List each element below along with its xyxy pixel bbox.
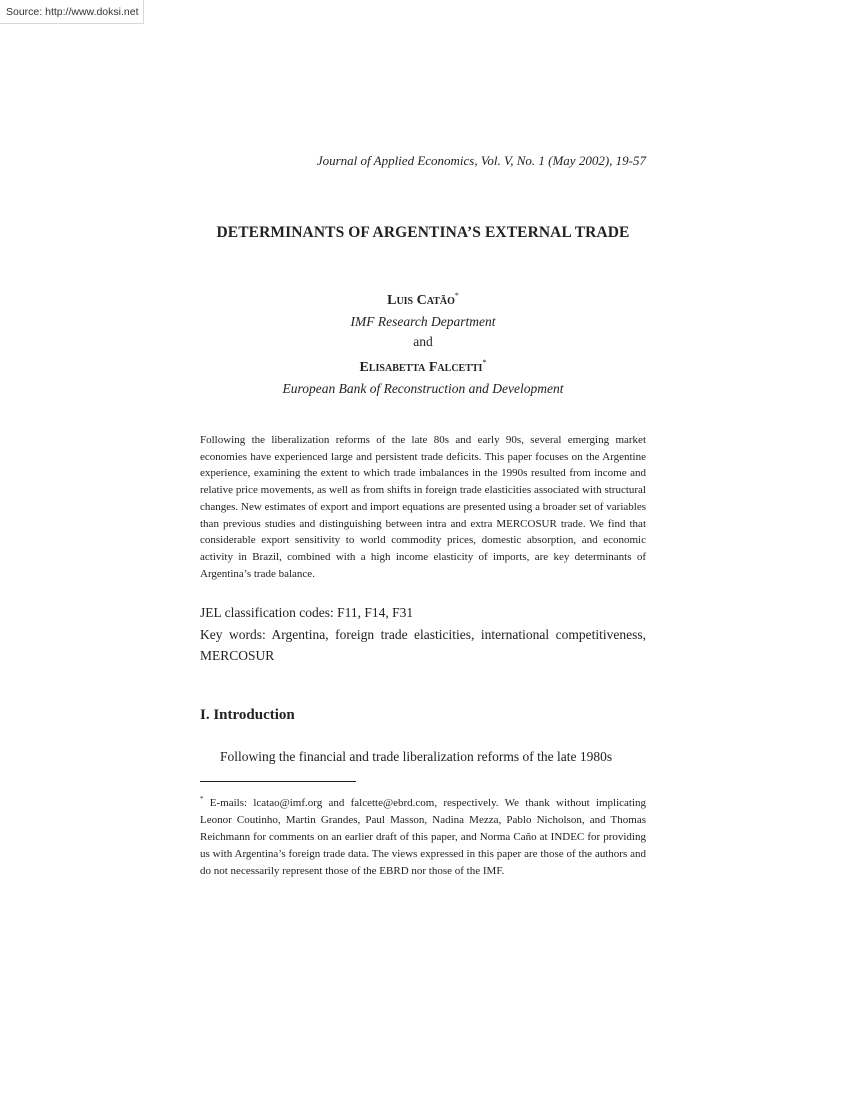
author-1: [200, 286, 646, 312]
author-affiliation: European Bank of Reconstruction and Development: [282, 380, 564, 396]
source-label: Source: http://www.doksi.net: [0, 0, 144, 24]
author-name: Luis Catão*: [387, 291, 459, 308]
author-affiliation: IMF Research Department: [350, 313, 496, 329]
journal-citation: Journal of Applied Economics, Vol. V, No. 1 (May 2002), 19-57: [316, 153, 646, 168]
author-name: Elisabetta Falcetti*: [359, 358, 487, 376]
footnote-mark: *: [454, 291, 459, 300]
author-connector: and: [413, 334, 433, 350]
author-block: [200, 286, 646, 400]
footnote-text: E-mails: lcatao@imf.org and falcette@ebrd.com, respectively. We thank without implicating Leonor Coutinho, Martin Grandes, Paul Masson, Nadina Mezza, Pablo Nicholson, and Thomas Reichmann for comments on an earlier draft of this paper, and Norma Caño at INDEC for providing us with Argentina’s foreign trade data. The views expressed in this paper are those of the authors and do not necessarily represent those of the EBRD nor those of the IMF.: [200, 797, 646, 877]
keywords: Key words: Argentina, foreign trade elasticities, international competitiveness, MERCOSUR: [200, 626, 646, 663]
body-paragraph: Following the financial and trade liberalization reforms of the late 1980s: [220, 749, 613, 764]
jel-codes: JEL classification codes: F11, F14, F31: [200, 605, 414, 620]
paper-title: DETERMINANTS OF ARGENTINA’S EXTERNAL TRADE: [216, 224, 630, 241]
footnote-divider: [200, 781, 356, 782]
classification-block: [200, 602, 646, 667]
section-heading: I. Introduction: [200, 707, 295, 723]
author-2: [200, 353, 646, 379]
abstract: Following the liberalization reforms of the late 80s and early 90s, several emerging market economies have experienced large and persistent trade deficits. This paper focuses on the Argentine experience, examining the extent to which trade imbalances in the 1990s resulted from income and relative price movements, as well as from shifts in foreign trade elasticities associated with structural changes. New estimates of export and import equations are presented using a broader set of variables than previous studies and distinguishing between intra and extra MERCOSUR trade. We find that considerable export sensitivity to world commodity prices, domestic absorption, and economic activity in Brazil, combined with a high income elasticity of imports, are key determinants of Argentina’s trade balance.: [200, 434, 646, 580]
footnote: [200, 791, 646, 880]
footnote-mark: *: [200, 795, 204, 803]
footnote-mark: *: [482, 358, 487, 368]
